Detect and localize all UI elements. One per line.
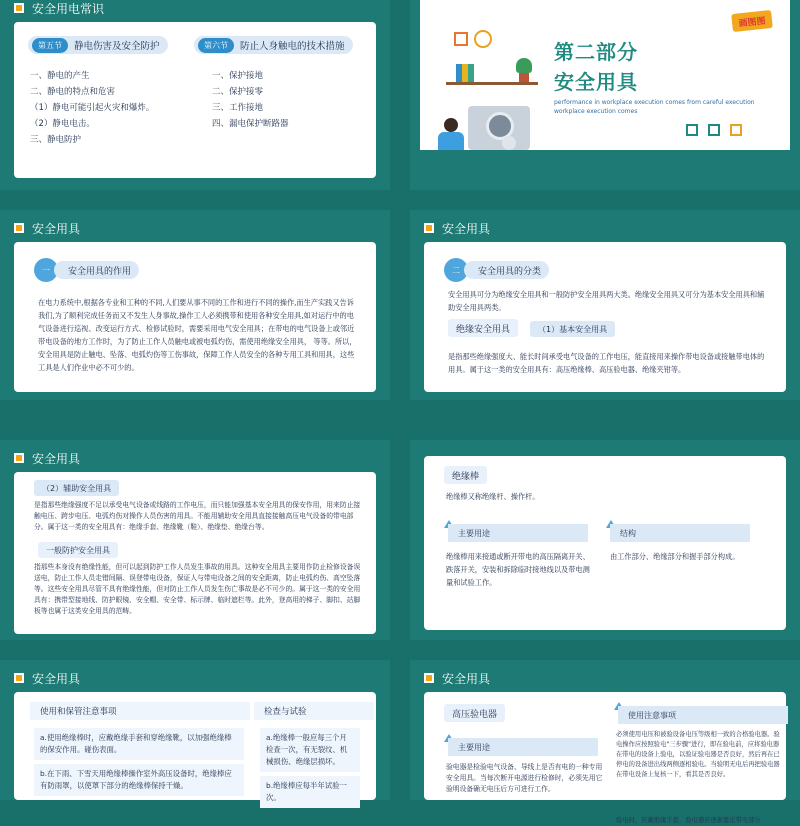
usage-head: 主要用途 [448,738,598,756]
header-square-icon [14,3,24,13]
basic-tool-paragraph: 是指那些绝缘强度大、能长时间承受电气设备的工作电压，能直接用来操作带电设备或接触带电体的用具。属于这一类的安全用具有：高压绝缘棒、高压验电器、绝缘夹钳等。 [448,352,765,374]
general-tool-paragraph: 指那些本身没有绝缘性能，但可以起到防护工作人员发生事故的用具。这种安全用具主要用作防止检修设备误送电，防止工作人员走错间隔、误登带电设备，保证人与带电设备之间的安全距离，防止电弧灼伤、高空坠落等。这些安全用具尽管不具有绝缘性能，但对防止工作人员发生伤亡事故是必不可少的。属于这一类的安全用具有：携带型接地线、防护眼镜、安全帽、安全带、标示牌、临时遮栏等。此外，登高用的梯子、脚扣、站脚板等也属于这类安全用具的范畴。 [34,563,361,615]
section-number-circle: 二 [444,258,468,282]
header-title: 安全用具 [442,221,491,236]
caution-item-b: b.在下雨、下雪天用绝缘棒操作室外高压设备时，绝缘棒应有防雨罩，以使罩下部分的绝缘棒保持干燥。 [34,764,244,796]
person-icon [436,118,468,150]
check-item-a: a.绝缘棒一般应每三个月检查一次，有无裂纹、机械损伤、绝缘层损坏。 [260,728,360,772]
sticker-badge: 画图图 [731,10,773,32]
slide-header [14,450,80,466]
header-square-icon [424,673,434,683]
section5-pill [28,36,168,54]
slide-header [14,0,104,16]
shelf-icon [446,82,538,85]
frame-icon [454,32,468,46]
list-item: （2）静电电击。 [30,119,95,129]
structure-head: 结构 [610,524,750,542]
caution-paragraph: 必须使用电压和被验设备电压等级相一致的合格验电器。验电操作应按照验电"三步骤"进行，即在验电前，应将验电器在带电的设备上验电，以验证验电器是否良好，然后再在已停电的设备进出线两侧逐相验电。当验明无电后再把验电器在带电设备上复核一下，看其是否良好。 [616,731,780,778]
cover-subtitle-line2: workplace execution comes [554,108,638,115]
slide-5-body [0,440,390,640]
slide-1 [0,0,390,190]
voltage-detector-tag: 高压验电器 [444,704,505,722]
intro-paragraph: 安全用具可分为绝缘安全用具和一般防护安全用具两大类。绝缘安全用具又可分为基本安全用具和辅助安全用具两类。 [448,290,765,312]
plant-icon [516,58,532,82]
ball-icon [502,136,516,150]
cover-title-line1: 第二部分 [554,40,638,64]
section5-badge: 第五节 [32,38,68,53]
list-item: 二、静电的特点和危害 [30,87,116,97]
header-title: 安全用具 [442,671,491,686]
section-number-circle: 一 [34,258,58,282]
section5-title: 静电伤害及安全防护 [74,41,160,52]
usage-head: 主要用途 [448,524,588,542]
right-list [212,68,289,132]
auxiliary-tool-tag: （2）辅助安全用具 [34,480,119,496]
body-paragraph: 在电力系统中,根据各专业和工种的不同,人们要从事不同的工作和进行不同的操作,而生产实践又告诉我们,为了顺利完成任务而又不发生人身事故,操作工人必须携带和使用各种安全用具,如对运行中的电气设备进行巡视、改变运行方式、检修试验时，需要采用电气安全用具；在带电的电气设备上或邻近带电设备的地方工作时，为了防止工作人员触电或被电弧灼伤，需使用绝缘安全用具， 等等。所以，安全用具是防止触电、坠落、电弧灼伤等工伤事故，保障工作人员安全的各种专用工具和用具，这些工具是人们作业中必不可少的。 [38,298,357,372]
list-item: 二、保护接零 [212,87,264,97]
usage-paragraph: 验电器是检验电气设备、导线上是否有电的一种专用安全用具。当每次断开电源进行检修时，必须先用它验明设备确无电压后方可进行工作。 [446,763,603,793]
rod-intro: 绝缘棒又称绝缘杆、操作杆。 [446,492,540,501]
cover-subtitle-line1: performance in workplace execution comes from careful execution [554,99,755,106]
check-item-b: b.绝缘棒应每半年试验一次。 [260,776,360,808]
clock-icon [474,30,492,48]
deco-square [686,124,698,136]
slide-header [14,670,80,686]
deco-square [708,124,720,136]
list-item: 一、静电的产生 [30,71,90,81]
header-square-icon [424,223,434,233]
insulation-rod-tag: 绝缘棒 [444,466,487,484]
header-title: 安全用电常识 [32,1,105,16]
books-icon [456,64,474,82]
content-card [14,692,376,800]
header-square-icon [14,453,24,463]
content-card [424,242,786,392]
slide-2 [410,0,800,190]
header-square-icon [14,673,24,683]
cover-title-line2: 安全用具 [554,70,638,94]
slide-6 [410,440,800,640]
slide-4 [410,210,800,400]
section6-title: 防止人身触电的技术措施 [240,41,345,52]
slide-3 [0,210,390,400]
list-item: 三、工作接地 [212,103,264,113]
caution-head: 使用注意事项 [618,706,788,724]
content-card [14,472,376,634]
section-pill: 安全用具的作用 [54,261,139,279]
usage-storage-head: 使用和保管注意事项 [30,702,250,720]
header-square-icon [14,223,24,233]
structure-paragraph: 由工作部分、绝缘部分和握手部分构成。 [610,552,740,561]
caution-item-a: a.使用绝缘棒时，应戴绝缘手套和穿绝缘靴，以加强绝缘棒的保安作用。碰伤表面。 [34,728,244,760]
slide-7 [0,660,390,800]
section6-pill [194,36,353,54]
deco-square [730,124,742,136]
header-title: 安全用具 [32,451,81,466]
list-item: （1）静电可能引起火灾和爆炸。 [30,103,155,113]
basic-tool-tag: （1）基本安全用具 [530,321,615,337]
list-item: 一、保护接地 [212,71,264,81]
usage-paragraph: 绝缘棒用来接通或断开带电的高压隔离开关、跌落开关，安装和拆除临时接地线以及带电测量和试验工作。 [446,552,590,587]
washing-machine-icon [468,106,530,150]
section-pill: 安全用具的分类 [464,261,549,279]
check-test-head: 检查与试验 [254,702,374,720]
slide-header [424,220,490,236]
slide-8 [410,660,800,824]
content-card [424,456,786,630]
insulation-tool-tag: 绝缘安全用具 [448,319,518,337]
slide-header [14,220,80,236]
content-card [14,242,376,392]
slide-header [424,670,490,686]
list-item: 三、静电防护 [30,135,82,145]
header-title: 安全用具 [32,221,81,236]
content-card [14,22,376,178]
caution-paragraph-bottom: 验电时，应戴绝缘手套，验电器应逐渐靠近带电部分 [616,817,761,824]
section6-badge: 第六节 [198,38,234,53]
auxiliary-tool-paragraph: 是指那些绝缘强度不足以承受电气设备或线路的工作电压，而只能加强基本安全用具的保安作用，用来防止接触电压、跨步电压、电弧灼伤对操作人员伤害的用具。不能用辅助安全用具直接接触高压电气设备的带电部分。属于这一类的安全用具有：绝缘手套、绝缘靴（鞋）、绝缘垫、绝缘台等。 [34,501,361,531]
general-tool-tag: 一般防护安全用具 [38,542,118,558]
list-item: 四、漏电保护断路器 [212,119,289,129]
header-title: 安全用具 [32,671,81,686]
left-list [30,68,154,148]
content-card [424,692,786,824]
